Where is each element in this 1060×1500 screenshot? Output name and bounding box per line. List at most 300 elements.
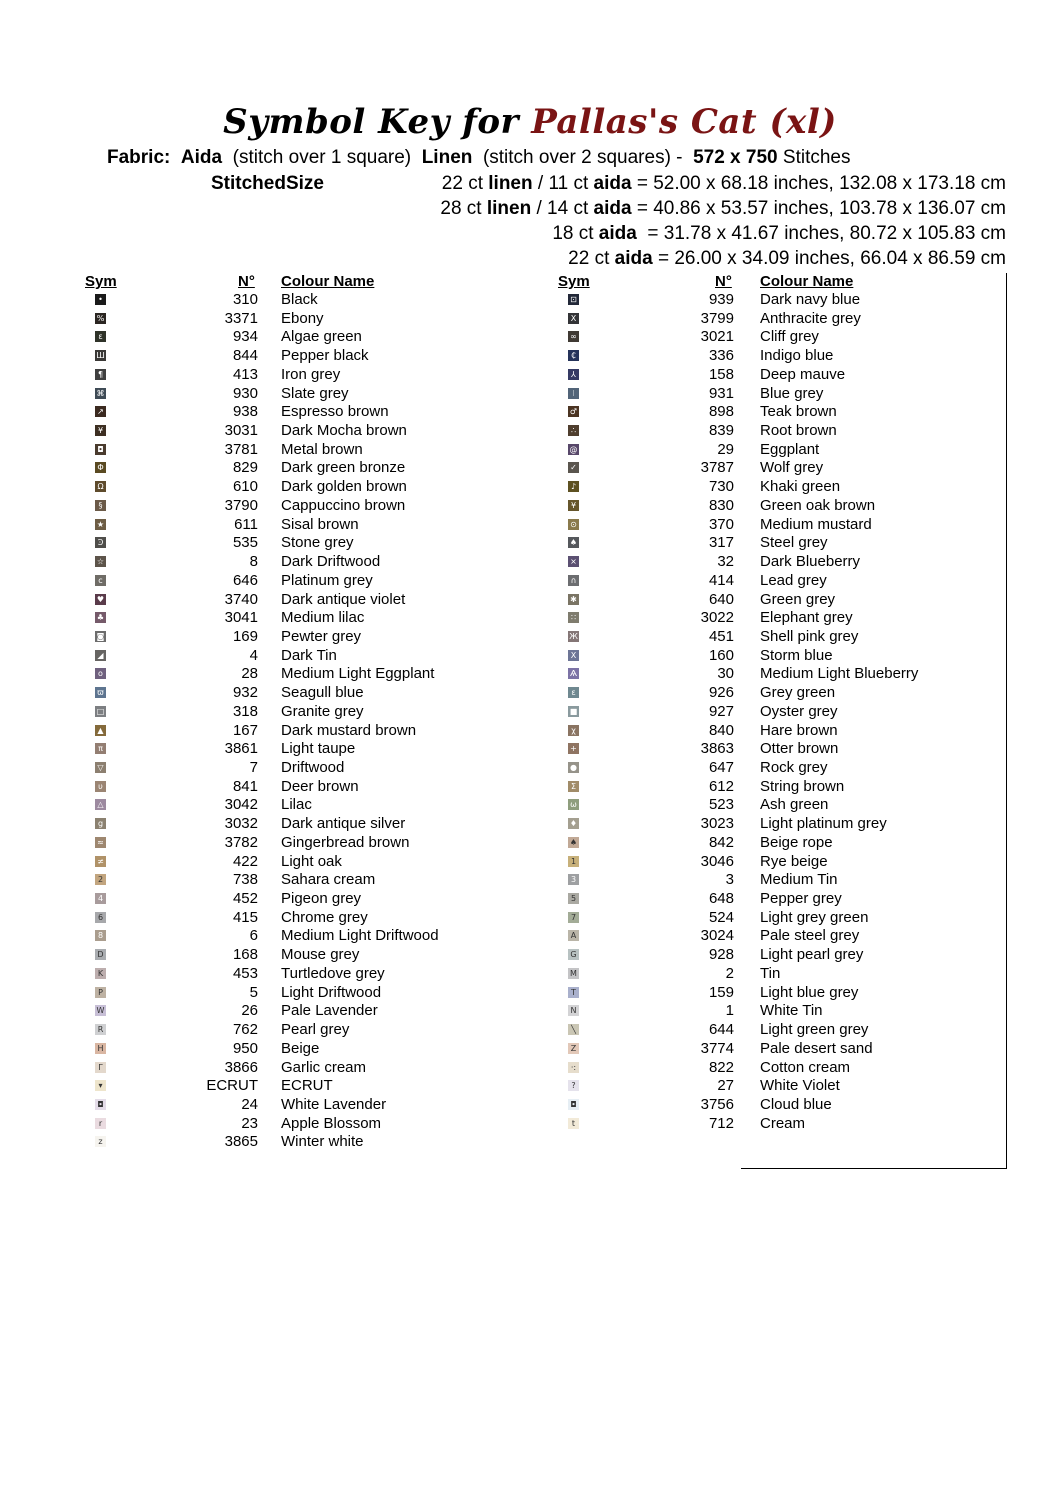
colour-number: 3032 xyxy=(224,815,258,833)
colour-name: Medium Light Driftwood xyxy=(281,927,439,945)
colour-number: 938 xyxy=(232,403,258,421)
fabric-linen: Linen xyxy=(421,147,473,168)
colour-name: Cotton cream xyxy=(760,1058,851,1076)
symbol-swatch: ✓ xyxy=(568,462,579,473)
colour-row xyxy=(0,403,1060,422)
colour-name: Medium mustard xyxy=(760,515,872,533)
symbol-swatch: o xyxy=(95,668,106,679)
symbol-swatch: ε xyxy=(568,687,579,698)
colour-name: Wolf grey xyxy=(760,459,824,477)
colour-row xyxy=(0,965,1060,984)
colour-number: 523 xyxy=(708,796,734,814)
symbol-swatch: @ xyxy=(569,444,578,454)
colour-name: Lilac xyxy=(281,796,312,814)
fabric-linen-note: (stitch over 2 squares) - xyxy=(482,147,683,168)
symbol-swatch: 8 xyxy=(95,930,106,941)
colour-number: 822 xyxy=(708,1058,734,1076)
colour-row xyxy=(0,834,1060,853)
colour-name: Slate grey xyxy=(281,384,349,402)
colour-name: Green oak brown xyxy=(760,496,876,514)
symbol-swatch: ₵ xyxy=(568,350,579,361)
colour-name: Light pearl grey xyxy=(760,946,864,964)
symbol-swatch: ¥ xyxy=(568,500,579,511)
symbol-swatch: △ xyxy=(95,799,106,810)
symbol-swatch: P xyxy=(95,987,106,998)
colour-number: 898 xyxy=(708,403,734,421)
colour-name: Ash green xyxy=(760,796,829,814)
colour-name: Pearl grey xyxy=(281,1021,350,1039)
colour-number: 648 xyxy=(708,890,734,908)
colour-name: Deep mauve xyxy=(760,365,846,383)
symbol-swatch: ■ xyxy=(569,706,578,716)
colour-number: 28 xyxy=(241,665,258,683)
colour-number: 939 xyxy=(708,291,734,308)
colour-number: 829 xyxy=(232,459,258,477)
colour-number: 167 xyxy=(232,721,258,739)
colour-name: Dark Blueberry xyxy=(760,553,861,571)
colour-number: 169 xyxy=(232,627,258,645)
colour-name: Tin xyxy=(760,964,781,982)
colour-number: 932 xyxy=(232,684,258,702)
colour-number: 4 xyxy=(249,646,258,664)
right-header-name: Colour Name xyxy=(760,273,854,290)
colour-row xyxy=(0,778,1060,797)
colour-name: Light Driftwood xyxy=(281,983,382,1001)
colour-number: 23 xyxy=(241,1114,258,1132)
right-border-line xyxy=(1006,273,1007,1169)
colour-row xyxy=(0,759,1060,778)
symbol-swatch: □ xyxy=(96,706,105,716)
colour-number: 3799 xyxy=(700,309,734,327)
left-header-num: N° xyxy=(238,273,255,290)
colour-name: Ebony xyxy=(281,309,324,327)
colour-number: 336 xyxy=(708,347,734,365)
colour-row xyxy=(0,871,1060,890)
colour-number: 3787 xyxy=(700,459,734,477)
symbol-swatch: ≈ xyxy=(95,837,106,848)
symbol-swatch: r xyxy=(95,1118,106,1129)
symbol-swatch: Ω xyxy=(95,481,106,492)
colour-number: 3866 xyxy=(224,1058,258,1076)
symbol-swatch: Ͽ xyxy=(95,537,106,548)
colour-number: 712 xyxy=(708,1114,734,1132)
right-header-num: N° xyxy=(715,273,732,290)
symbol-swatch: ▲ xyxy=(95,725,106,736)
symbol-swatch: 3 xyxy=(568,874,579,885)
symbol-swatch: 2 xyxy=(95,874,106,885)
colour-name: Sisal brown xyxy=(281,515,359,533)
colour-name: Black xyxy=(281,291,318,308)
symbol-swatch: ¥ xyxy=(95,425,106,436)
colour-row xyxy=(0,385,1060,404)
colour-number: 370 xyxy=(708,515,734,533)
colour-number: 415 xyxy=(232,908,258,926)
colour-number: 842 xyxy=(708,833,734,851)
symbol-swatch: × xyxy=(568,556,579,567)
colour-row xyxy=(0,572,1060,591)
colour-number: 318 xyxy=(232,702,258,720)
colour-row xyxy=(0,441,1060,460)
colour-number: 451 xyxy=(708,627,734,645)
colour-number: 159 xyxy=(708,983,734,1001)
symbol-swatch: ◘ xyxy=(568,1099,579,1110)
colour-name: Gingerbread brown xyxy=(281,833,410,851)
colour-name: Seagull blue xyxy=(281,684,364,702)
colour-row xyxy=(0,291,1060,310)
colour-number: 3863 xyxy=(700,740,734,758)
colour-number: 414 xyxy=(708,571,734,589)
colour-name: Medium lilac xyxy=(281,609,365,627)
colour-number: 24 xyxy=(241,1095,258,1113)
symbol-swatch: ⊙ xyxy=(568,519,579,530)
colour-name: Granite grey xyxy=(281,702,364,720)
symbol-swatch: 7 xyxy=(568,912,579,923)
fabric-label: Fabric: xyxy=(107,147,171,168)
colour-row xyxy=(0,909,1060,928)
symbol-swatch: ◢ xyxy=(95,650,106,661)
symbol-swatch: ≠ xyxy=(95,856,106,867)
colour-row xyxy=(0,478,1060,497)
symbol-swatch: ▾ xyxy=(95,1080,106,1091)
colour-number: ECRUT xyxy=(206,1077,258,1095)
symbol-swatch: ε xyxy=(95,331,106,342)
colour-number: 32 xyxy=(717,553,734,571)
colour-name: Steel grey xyxy=(760,534,828,552)
symbol-swatch: ♥ xyxy=(96,594,105,604)
colour-name: Pigeon grey xyxy=(281,890,362,908)
colour-name: Algae green xyxy=(281,328,362,346)
symbol-swatch: T xyxy=(568,987,579,998)
colour-name: Dark mustard brown xyxy=(281,721,417,739)
colour-number: 453 xyxy=(232,964,258,982)
colour-row xyxy=(0,647,1060,666)
colour-name: Driftwood xyxy=(281,759,345,776)
colour-number: 839 xyxy=(708,422,734,440)
stitched-size-label: StitchedSize xyxy=(211,173,324,194)
colour-name: Anthracite grey xyxy=(760,309,861,327)
colour-number: 844 xyxy=(232,347,258,365)
colour-name: Light blue grey xyxy=(760,983,859,1001)
colour-name: Garlic cream xyxy=(281,1058,367,1076)
colour-name: Rock grey xyxy=(760,759,828,776)
colour-number: 738 xyxy=(232,871,258,889)
colour-number: 611 xyxy=(234,515,258,533)
colour-name: Light taupe xyxy=(281,740,356,758)
colour-row xyxy=(0,1096,1060,1115)
colour-name: Winter white xyxy=(281,1133,364,1151)
symbol-swatch: ∞ xyxy=(568,331,579,342)
colour-number: 640 xyxy=(708,590,734,608)
symbol-swatch: Ш xyxy=(96,351,105,361)
symbol-swatch: ◙ xyxy=(96,631,105,641)
colour-number: 3041 xyxy=(224,609,258,627)
title-pattern-name: Pallas's Cat (xl) xyxy=(531,102,837,142)
colour-name: Eggplant xyxy=(760,440,820,458)
colour-row xyxy=(0,1040,1060,1059)
colour-name: Pale Lavender xyxy=(281,1002,378,1020)
colour-number: 644 xyxy=(708,1021,734,1039)
colour-number: 928 xyxy=(708,946,734,964)
symbol-swatch: g xyxy=(95,818,106,829)
colour-number: 7 xyxy=(249,759,258,776)
colour-name: Platinum grey xyxy=(281,571,373,589)
colour-number: 6 xyxy=(249,927,258,945)
colour-name: Green grey xyxy=(760,590,836,608)
symbol-swatch: ⊡ xyxy=(568,294,579,305)
colour-name: Elephant grey xyxy=(760,609,853,627)
colour-row xyxy=(0,946,1060,965)
colour-name: Pewter grey xyxy=(281,627,362,645)
symbol-swatch: 5 xyxy=(568,893,579,904)
left-header-sym: Sym xyxy=(85,273,117,290)
colour-number: 452 xyxy=(232,890,258,908)
colour-name: White Violet xyxy=(760,1077,840,1095)
colour-name: Mouse grey xyxy=(281,946,360,964)
symbol-swatch: ♦ xyxy=(569,819,578,829)
colour-name: Cloud blue xyxy=(760,1095,832,1113)
fabric-dims-suffix: Stitches xyxy=(782,147,851,168)
colour-number: 646 xyxy=(232,571,258,589)
colour-name: Indigo blue xyxy=(760,347,834,365)
colour-number: 30 xyxy=(717,665,734,683)
symbol-swatch: ·: xyxy=(568,1062,579,1073)
colour-row xyxy=(0,1133,1060,1152)
symbol-swatch: ✱ xyxy=(568,594,579,605)
colour-name: Light green grey xyxy=(760,1021,869,1039)
symbol-swatch: ★ xyxy=(96,519,105,529)
colour-row xyxy=(0,328,1060,347)
colour-name: Dark Mocha brown xyxy=(281,422,407,440)
colour-name: Dark Driftwood xyxy=(281,553,381,571)
symbol-swatch: X xyxy=(568,313,579,324)
colour-name: Pale steel grey xyxy=(760,927,860,945)
colour-row xyxy=(0,927,1060,946)
colour-name: Beige xyxy=(281,1039,320,1057)
symbol-swatch: N xyxy=(568,1005,579,1016)
symbol-swatch: • xyxy=(95,294,106,305)
symbol-swatch: § xyxy=(95,500,106,511)
colour-name: Rye beige xyxy=(760,852,828,870)
symbol-swatch: ⅄ xyxy=(568,369,579,380)
colour-row xyxy=(0,1021,1060,1040)
symbol-swatch: ∷ xyxy=(568,612,579,623)
symbol-swatch: 6 xyxy=(95,912,106,923)
title-prefix: Symbol Key for xyxy=(223,102,519,142)
symbol-swatch: ♪ xyxy=(568,481,579,492)
colour-number: 27 xyxy=(717,1077,734,1095)
symbol-swatch: A xyxy=(568,930,579,941)
colour-number: 730 xyxy=(708,478,734,496)
colour-name: Sahara cream xyxy=(281,871,376,889)
colour-number: 524 xyxy=(708,908,734,926)
colour-number: 762 xyxy=(232,1021,258,1039)
colour-name: Dark navy blue xyxy=(760,291,861,308)
colour-number: 3371 xyxy=(224,309,258,327)
bottom-border-line xyxy=(741,1168,1007,1169)
symbol-swatch: D xyxy=(95,949,106,960)
colour-number: 158 xyxy=(708,365,734,383)
colour-name: Lead grey xyxy=(760,571,827,589)
colour-number: 29 xyxy=(717,440,734,458)
colour-row xyxy=(0,984,1060,1003)
colour-name: Otter brown xyxy=(760,740,839,758)
colour-name: Teak brown xyxy=(760,403,837,421)
symbol-swatch: ∩ xyxy=(568,575,579,586)
colour-row xyxy=(0,1115,1060,1134)
colour-name: Dark green bronze xyxy=(281,459,406,477)
symbol-swatch: ↗ xyxy=(95,406,106,417)
symbol-swatch: ♂ xyxy=(569,407,578,417)
colour-row xyxy=(0,497,1060,516)
colour-number: 612 xyxy=(708,777,734,795)
colour-number: 413 xyxy=(232,365,258,383)
colour-number: 927 xyxy=(708,702,734,720)
colour-number: 3756 xyxy=(700,1095,734,1113)
symbol-swatch: Z xyxy=(568,1043,579,1054)
symbol-swatch: ¶ xyxy=(95,369,106,380)
symbol-swatch: Σ xyxy=(568,781,579,792)
colour-number: 3782 xyxy=(224,833,258,851)
colour-name: Cliff grey xyxy=(760,328,819,346)
colour-number: 317 xyxy=(708,534,734,552)
colour-row xyxy=(0,553,1060,572)
colour-name: Storm blue xyxy=(760,646,833,664)
symbol-swatch: ϖ xyxy=(95,687,106,698)
symbol-swatch: c xyxy=(95,575,106,586)
colour-name: Iron grey xyxy=(281,365,341,383)
colour-name: Light grey green xyxy=(760,908,869,926)
colour-name: Turtledove grey xyxy=(281,964,385,982)
colour-name: Beige rope xyxy=(760,833,833,851)
stitched-size-line: 28 ct linen / 14 ct aida = 40.86 x 53.57 inches, 103.78 x 136.07 cm xyxy=(440,198,1006,219)
right-header-sym: Sym xyxy=(558,273,590,290)
colour-row xyxy=(0,722,1060,741)
colour-number: 3774 xyxy=(700,1039,734,1057)
colour-number: 3 xyxy=(725,871,734,889)
colour-name: Root brown xyxy=(760,422,837,440)
colour-row xyxy=(0,740,1060,759)
colour-row xyxy=(0,609,1060,628)
colour-name: Light platinum grey xyxy=(760,815,887,833)
colour-number: 3790 xyxy=(224,496,258,514)
colour-row xyxy=(0,516,1060,535)
colour-row xyxy=(0,684,1060,703)
colour-number: 168 xyxy=(232,946,258,964)
symbol-swatch: H xyxy=(95,1043,106,1054)
symbol-swatch: X xyxy=(568,650,579,661)
colour-number: 5 xyxy=(249,983,258,1001)
colour-name: Hare brown xyxy=(760,721,838,739)
colour-number: 26 xyxy=(241,1002,258,1020)
colour-name: Light oak xyxy=(281,852,342,870)
colour-number: 950 xyxy=(232,1039,258,1057)
colour-number: 3865 xyxy=(224,1133,258,1151)
left-header-name: Colour Name xyxy=(281,273,375,290)
colour-row xyxy=(0,1059,1060,1078)
colour-name: Medium Light Eggplant xyxy=(281,665,435,683)
colour-number: 3042 xyxy=(224,796,258,814)
page-title xyxy=(0,102,1060,142)
symbol-swatch: % xyxy=(96,313,105,323)
colour-number: 931 xyxy=(708,384,734,402)
colour-name: Dark Tin xyxy=(281,646,337,664)
symbol-swatch: υ xyxy=(95,781,106,792)
symbol-swatch: 1 xyxy=(568,856,579,867)
colour-number: 840 xyxy=(708,721,734,739)
symbol-swatch: ♠ xyxy=(569,837,578,847)
colour-name: Medium Light Blueberry xyxy=(760,665,919,683)
colour-number: 3031 xyxy=(224,422,258,440)
symbol-swatch: G xyxy=(568,949,579,960)
symbol-swatch: ω xyxy=(568,799,579,810)
colour-name: Grey green xyxy=(760,684,836,702)
colour-number: 535 xyxy=(232,534,258,552)
symbol-swatch: M xyxy=(568,968,579,979)
colour-name: Dark antique violet xyxy=(281,590,406,608)
colour-row xyxy=(0,1002,1060,1021)
symbol-swatch: z xyxy=(95,1136,106,1147)
colour-number: 926 xyxy=(708,684,734,702)
colour-name: Khaki green xyxy=(760,478,841,496)
symbol-swatch: χ xyxy=(568,725,579,736)
colour-row xyxy=(0,366,1060,385)
colour-name: Apple Blossom xyxy=(281,1114,382,1132)
colour-number: 2 xyxy=(725,964,734,982)
colour-number: 8 xyxy=(249,553,258,571)
colour-number: 841 xyxy=(232,777,258,795)
colour-row xyxy=(0,347,1060,366)
symbol-swatch: ∴ xyxy=(568,425,579,436)
colour-name: Stone grey xyxy=(281,534,354,552)
colour-number: 1 xyxy=(725,1002,734,1020)
symbol-swatch: R xyxy=(95,1024,106,1035)
colour-row xyxy=(0,1077,1060,1096)
colour-number: 160 xyxy=(708,646,734,664)
colour-row xyxy=(0,591,1060,610)
stitched-size-line: 22 ct aida = 26.00 x 34.09 inches, 66.04 x 86.59 cm xyxy=(568,248,1006,269)
symbol-swatch: ◘ xyxy=(95,1099,106,1110)
symbol-swatch: ♠ xyxy=(569,538,578,548)
colour-row xyxy=(0,422,1060,441)
colour-row xyxy=(0,815,1060,834)
symbol-swatch: ▽ xyxy=(95,762,106,773)
colour-row xyxy=(0,628,1060,647)
colour-name: Pepper black xyxy=(281,347,369,365)
symbol-swatch: Φ xyxy=(95,462,106,473)
colour-row xyxy=(0,459,1060,478)
symbol-swatch: t xyxy=(568,1118,579,1129)
symbol-swatch: Ѧ xyxy=(569,669,578,679)
symbol-swatch: W xyxy=(96,1006,105,1016)
colour-number: 830 xyxy=(708,496,734,514)
symbol-swatch: K xyxy=(95,968,106,979)
colour-row xyxy=(0,310,1060,329)
colour-number: 3022 xyxy=(700,609,734,627)
colour-row xyxy=(0,890,1060,909)
colour-name: Chrome grey xyxy=(281,908,368,926)
colour-number: 647 xyxy=(708,759,734,776)
colour-number: 3781 xyxy=(224,440,258,458)
colour-number: 3023 xyxy=(700,815,734,833)
colour-name: White Lavender xyxy=(281,1095,387,1113)
fabric-dims: 572 x 750 xyxy=(693,147,778,168)
colour-number: 3861 xyxy=(224,740,258,758)
symbol-swatch: ☆ xyxy=(96,557,105,567)
colour-name: Cappuccino brown xyxy=(281,496,406,514)
colour-row xyxy=(0,796,1060,815)
symbol-swatch: π xyxy=(95,743,106,754)
colour-name: Shell pink grey xyxy=(760,627,859,645)
